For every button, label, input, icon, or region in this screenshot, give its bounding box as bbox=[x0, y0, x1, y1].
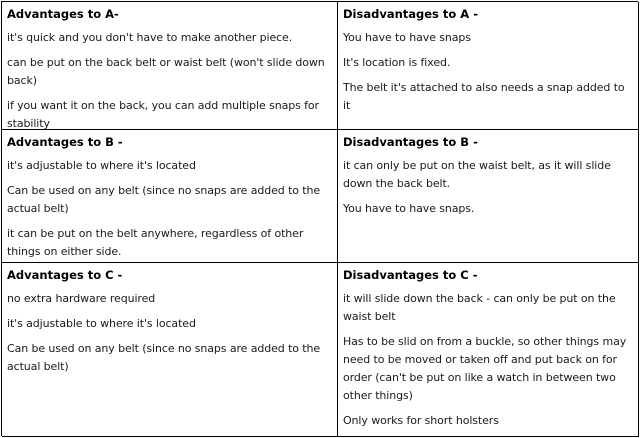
advantages-b-cell bbox=[2, 130, 338, 263]
advantages-a-item: if you want it on the back, you can add multiple snaps for stability bbox=[7, 99, 319, 130]
disadvantages-b-item: it can only be put on the waist belt, as it will slide down the back belt. bbox=[343, 159, 611, 190]
advantages-a-item: it's quick and you don't have to make another piece. bbox=[7, 31, 293, 44]
advantages-b-item: Can be used on any belt (since no snaps are added to the actual belt) bbox=[7, 184, 321, 215]
disadvantages-a-item: It's location is fixed. bbox=[343, 56, 451, 69]
advantages-a-cell bbox=[2, 2, 338, 130]
comparison-table bbox=[1, 1, 638, 436]
advantages-b-heading: Advantages to B - bbox=[7, 135, 123, 149]
advantages-b-item: it's adjustable to where it's located bbox=[7, 159, 196, 172]
advantages-c-cell bbox=[2, 263, 338, 437]
disadvantages-b-cell bbox=[338, 130, 639, 263]
disadvantages-a-item: The belt it's attached to also needs a snap added to it bbox=[343, 81, 625, 112]
disadvantages-b-heading: Disadvantages to B - bbox=[343, 135, 478, 149]
disadvantages-b-item: You have to have snaps. bbox=[343, 202, 475, 215]
advantages-b-item: it can be put on the belt anywhere, regardless of other things on either side. bbox=[7, 227, 304, 258]
advantages-a-heading: Advantages to A- bbox=[7, 7, 119, 21]
advantages-c-item: no extra hardware required bbox=[7, 292, 156, 305]
advantages-a-item: can be put on the back belt or waist belt (won't slide down back) bbox=[7, 56, 325, 87]
disadvantages-a-cell bbox=[338, 2, 639, 130]
disadvantages-c-heading: Disadvantages to C - bbox=[343, 268, 478, 282]
advantages-c-item: it's adjustable to where it's located bbox=[7, 317, 196, 330]
advantages-c-heading: Advantages to C - bbox=[7, 268, 123, 282]
disadvantages-c-item: Has to be slid on from a buckle, so other things may need to be moved or taken off and put back on for order (can't be put on like a watch in between two other things) bbox=[343, 335, 627, 402]
disadvantages-c-item: Only works for short holsters bbox=[343, 414, 499, 427]
disadvantages-c-item: it will slide down the back - can only be put on the waist belt bbox=[343, 292, 616, 323]
disadvantages-a-item: You have to have snaps bbox=[343, 31, 471, 44]
disadvantages-c-cell bbox=[338, 263, 639, 437]
advantages-c-item: Can be used on any belt (since no snaps are added to the actual belt) bbox=[7, 342, 321, 373]
disadvantages-a-heading: Disadvantages to A - bbox=[343, 7, 478, 21]
